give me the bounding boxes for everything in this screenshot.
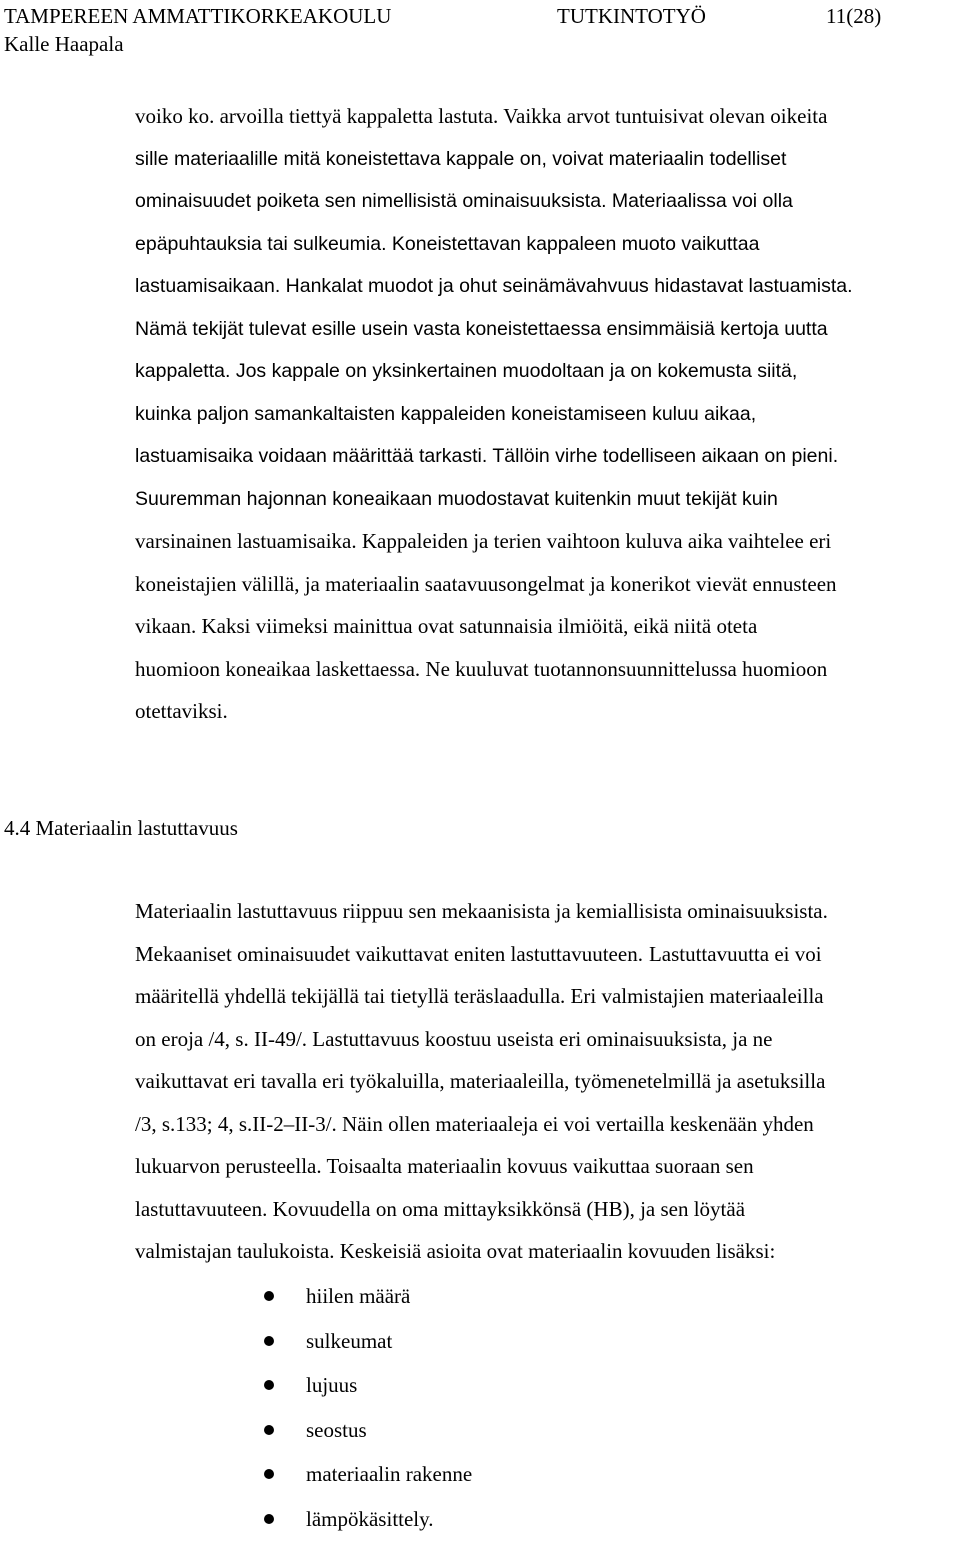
paragraph-line: /3, s.133; 4, s.II-2–II-3/. Näin ollen materiaaleja ei voi vertailla keskenään yhden — [135, 1111, 814, 1136]
header-bottom-row — [4, 30, 954, 58]
paragraph-line: lastuttavuuteen. Kovuudella on oma mittayksikkönsä (HB), ja sen löytää — [135, 1196, 746, 1221]
bullet-icon — [264, 1425, 274, 1435]
document-page: TAMPEREEN AMMATTIKORKEAKOULU TUTKINTOTYÖ 11(28) Kalle Haapala voiko ko. arvoilla tiettyä kappaletta lastuta. Vaikka arvot tuntuisivat olevan oikeita sille materiaalille mitä koneistettava kappale on, voivat materiaalin todelliset ominaisuudet poiketa sen nimellisistä ominaisuuksista. Materiaalissa voi olla epäpuhtauksia tai sulkeumia. Koneistettavan kappaleen muoto vaikuttaa lastuamisaikaan. Hankalat muodot ja ohut seinämävahvuus hidastavat lastuamista. Nämä tekijät tulevat esille usein vasta koneistettaessa ensimmäisiä kertoja uutta kappaletta. Jos kappale on yksinkertainen muodoltaan ja on kokemusta siitä, kuinka paljon samankaltaisten kappaleiden koneistamiseen kuluu aikaa, lastuamisaika voidaan määrittää tarkasti. Tällöin virhe todelliseen aikaan on pieni. Suuremman hajonnan koneaikaan muodostavat kuitenkin muut tekijät kuin varsinainen lastuamisaika. Kappaleiden ja terien vaihtoon kuluva aika vaihtelee eri koneistajien välillä, ja materiaalin saatavuusongelmat ja konerikot vievät ennusteen vikaan. Kaksi viimeksi mainittua ovat satunnaisia ilmiöitä, eikä niitä oteta huomioon koneaikaa laskettaessa. Ne kuuluvat tuotannonsuunnittelussa huomioon otettaviksi. 4.4 Materiaalin lastuttavuus Materiaalin lastuttavuus riippuu sen mekaanisista ja kemiallisista ominaisuuksista. Mekaaniset ominaisuudet vaikuttavat eniten lastuttavuuteen. Lastuttavuutta ei voi määritellä yhdellä tekijällä tai tietyllä teräslaadulla. Eri valmistajien materiaaleilla on eroja /4, s. II-49/. Lastuttavuus koostuu useista eri ominaisuuksista, ja ne vaikuttavat eri tavalla eri työkaluilla, materiaaleilla, työmenetelmillä ja asetuksilla /3, s.133; 4, s.II-2–II-3/. Näin ollen materiaaleja ei voi vertailla keskenään yhden lukuarvon perusteella. Toisaalta materiaalin kovuus vaikuttaa suoraan sen lastuttavuuteen. Kovuudella on oma mittayksikkönsä (HB), ja sen löytää valmistajan taulukoista. Keskeisiä asioita ovat materiaalin kovuuden lisäksi: hiilen määrä sulkeumat lujuus seostus materiaalin rakenne lämpökäsittely. — [0, 0, 960, 1533]
paragraph-line: kuinka paljon samankaltaisten kappaleiden koneistamiseen kuluu aikaa, — [135, 402, 757, 425]
paragraph-two — [135, 890, 957, 1273]
paragraph-line: lukuarvon perusteella. Toisaalta materiaalin kovuus vaikuttaa suoraan sen — [135, 1154, 754, 1178]
paragraph-line: koneistajien välillä, ja materiaalin saatavuusongelmat ja konerikot vievät ennusteen — [135, 571, 837, 596]
paragraph-line: valmistajan taulukoista. Keskeisiä asioita ovat materiaalin kovuuden lisäksi: — [135, 1239, 776, 1263]
paragraph-line: Mekaaniset ominaisuudet vaikuttavat eniten lastuttavuuteen. Lastuttavuutta ei voi — [135, 941, 822, 966]
bullet-icon — [264, 1291, 274, 1301]
header-top-row — [4, 2, 954, 30]
paragraph-line: otettaviksi. — [135, 699, 228, 723]
paragraph-line: Nämä tekijät tulevat esille usein vasta koneistettaessa ensimmäisiä kertoja uutta — [135, 317, 828, 340]
header-page-number: 11(28) — [826, 4, 882, 28]
bullet-icon — [264, 1380, 274, 1390]
bullet-icon — [264, 1469, 274, 1479]
paragraph-line: määritellä yhdellä tekijällä tai tietyllä teräslaadulla. Eri valmistajien materiaaleilla — [135, 984, 824, 1008]
bullet-icon — [264, 1336, 274, 1346]
paragraph-line: vaikuttavat eri tavalla eri työkaluilla, materiaaleilla, työmenetelmillä ja asetuksilla — [135, 1069, 826, 1093]
paragraph-line: huomioon koneaikaa laskettaessa. Ne kuuluvat tuotannonsuunnittelussa huomioon — [135, 656, 828, 681]
paragraph-line: kappaletta. Jos kappale on yksinkertainen muodoltaan ja on kokemusta siitä, — [135, 360, 798, 382]
paragraph-line: vikaan. Kaksi viimeksi mainittua ovat satunnaisia ilmiöitä, eikä niitä oteta — [135, 614, 758, 638]
bullet-icon — [264, 1514, 274, 1524]
paragraph-line: epäpuhtauksia tai sulkeumia. Koneistettavan kappaleen muoto vaikuttaa — [135, 232, 760, 255]
paragraph-line: voiko ko. arvoilla tiettyä kappaletta lastuta. Vaikka arvot tuntuisivat olevan oikeita — [135, 104, 828, 128]
paragraph-line: varsinainen lastuamisaika. Kappaleiden ja terien vaihtoon kuluva aika vaihtelee eri — [135, 529, 832, 553]
page-header — [4, 2, 954, 58]
paragraph-line: Suuremman hajonnan koneaikaan muodostavat kuitenkin muut tekijät kuin — [135, 487, 778, 510]
paragraph-line: sille materiaalille mitä koneistettava kappale on, voivat materiaalin todelliset — [135, 147, 787, 170]
header-organization: TAMPEREEN AMMATTIKORKEAKOULU — [4, 4, 392, 28]
paragraph-line: lastuamisaikaan. Hankalat muodot ja ohut seinämävahvuus hidastavat lastuamista. — [135, 275, 853, 297]
paragraph-one — [135, 95, 957, 733]
paragraph-line: Materiaalin lastuttavuus riippuu sen mekaanisista ja kemiallisista ominaisuuksista. — [135, 899, 828, 923]
header-author: Kalle Haapala — [4, 32, 124, 56]
section-heading: 4.4 Materiaalin lastuttavuus — [4, 816, 238, 840]
paragraph-line: lastuamisaika voidaan määrittää tarkasti. Tällöin virhe todelliseen aikaan on pieni. — [135, 445, 839, 467]
header-document-type: TUTKINTOTYÖ — [557, 4, 706, 28]
paragraph-line: on eroja /4, s. II-49/. Lastuttavuus koostuu useista eri ominaisuuksista, ja ne — [135, 1026, 773, 1051]
paragraph-line: ominaisuudet poiketa sen nimellisistä ominaisuuksista. Materiaalissa voi olla — [135, 190, 793, 212]
